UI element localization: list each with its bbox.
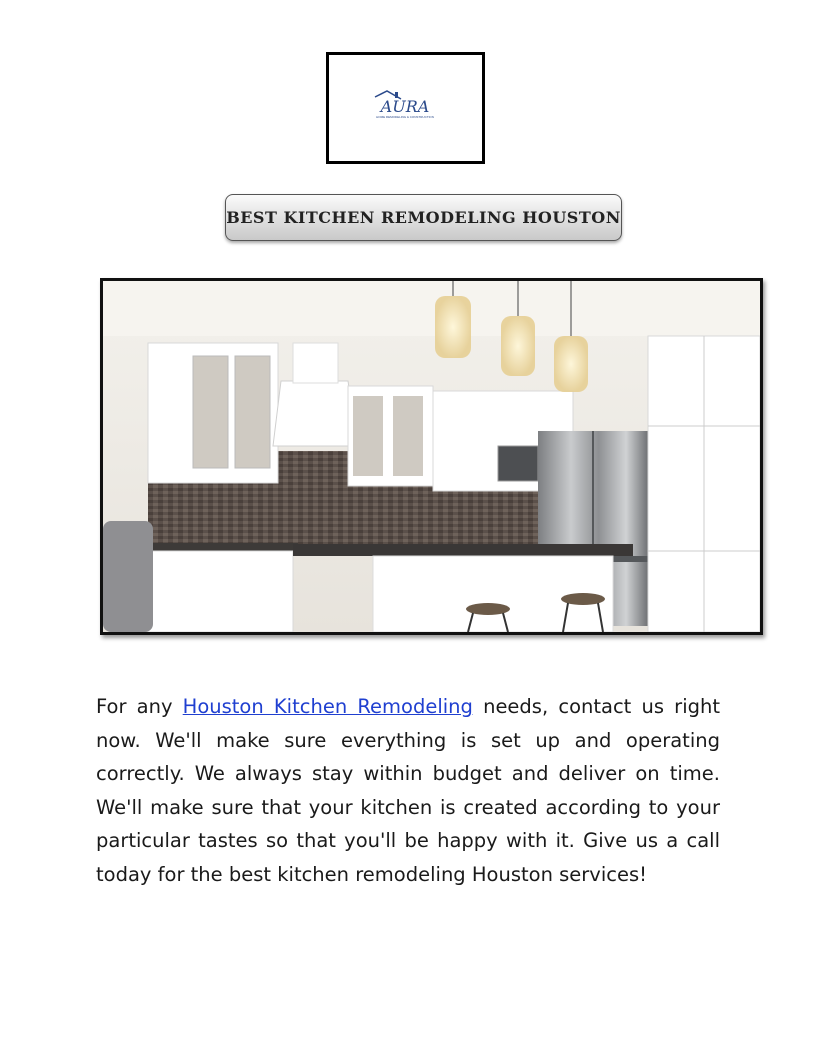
houston-kitchen-remodeling-link[interactable]: Houston Kitchen Remodeling (182, 695, 473, 718)
aura-logo (329, 55, 482, 161)
logo-box (326, 52, 485, 164)
title-banner (225, 194, 622, 241)
kitchen-image (103, 281, 760, 632)
body-paragraph (96, 690, 720, 891)
paragraph-intro: For any (96, 695, 183, 718)
logo-brand-text: AURA (380, 97, 430, 116)
logo-tagline: HOME REMODELING & CONSTRUCTION (376, 115, 434, 119)
page-title: BEST KITCHEN REMODELING HOUSTON (226, 208, 621, 227)
kitchen-photo (100, 278, 763, 635)
paragraph-body: needs, contact us right now. We'll make sure everything is set up and operating correctly. We always stay within budget and deliver on time. We'll make sure that your kitchen is created according to your particular tastes so that you'll be happy with it. Give us a call today for the best kitchen remodeling Houston services! (96, 695, 720, 886)
